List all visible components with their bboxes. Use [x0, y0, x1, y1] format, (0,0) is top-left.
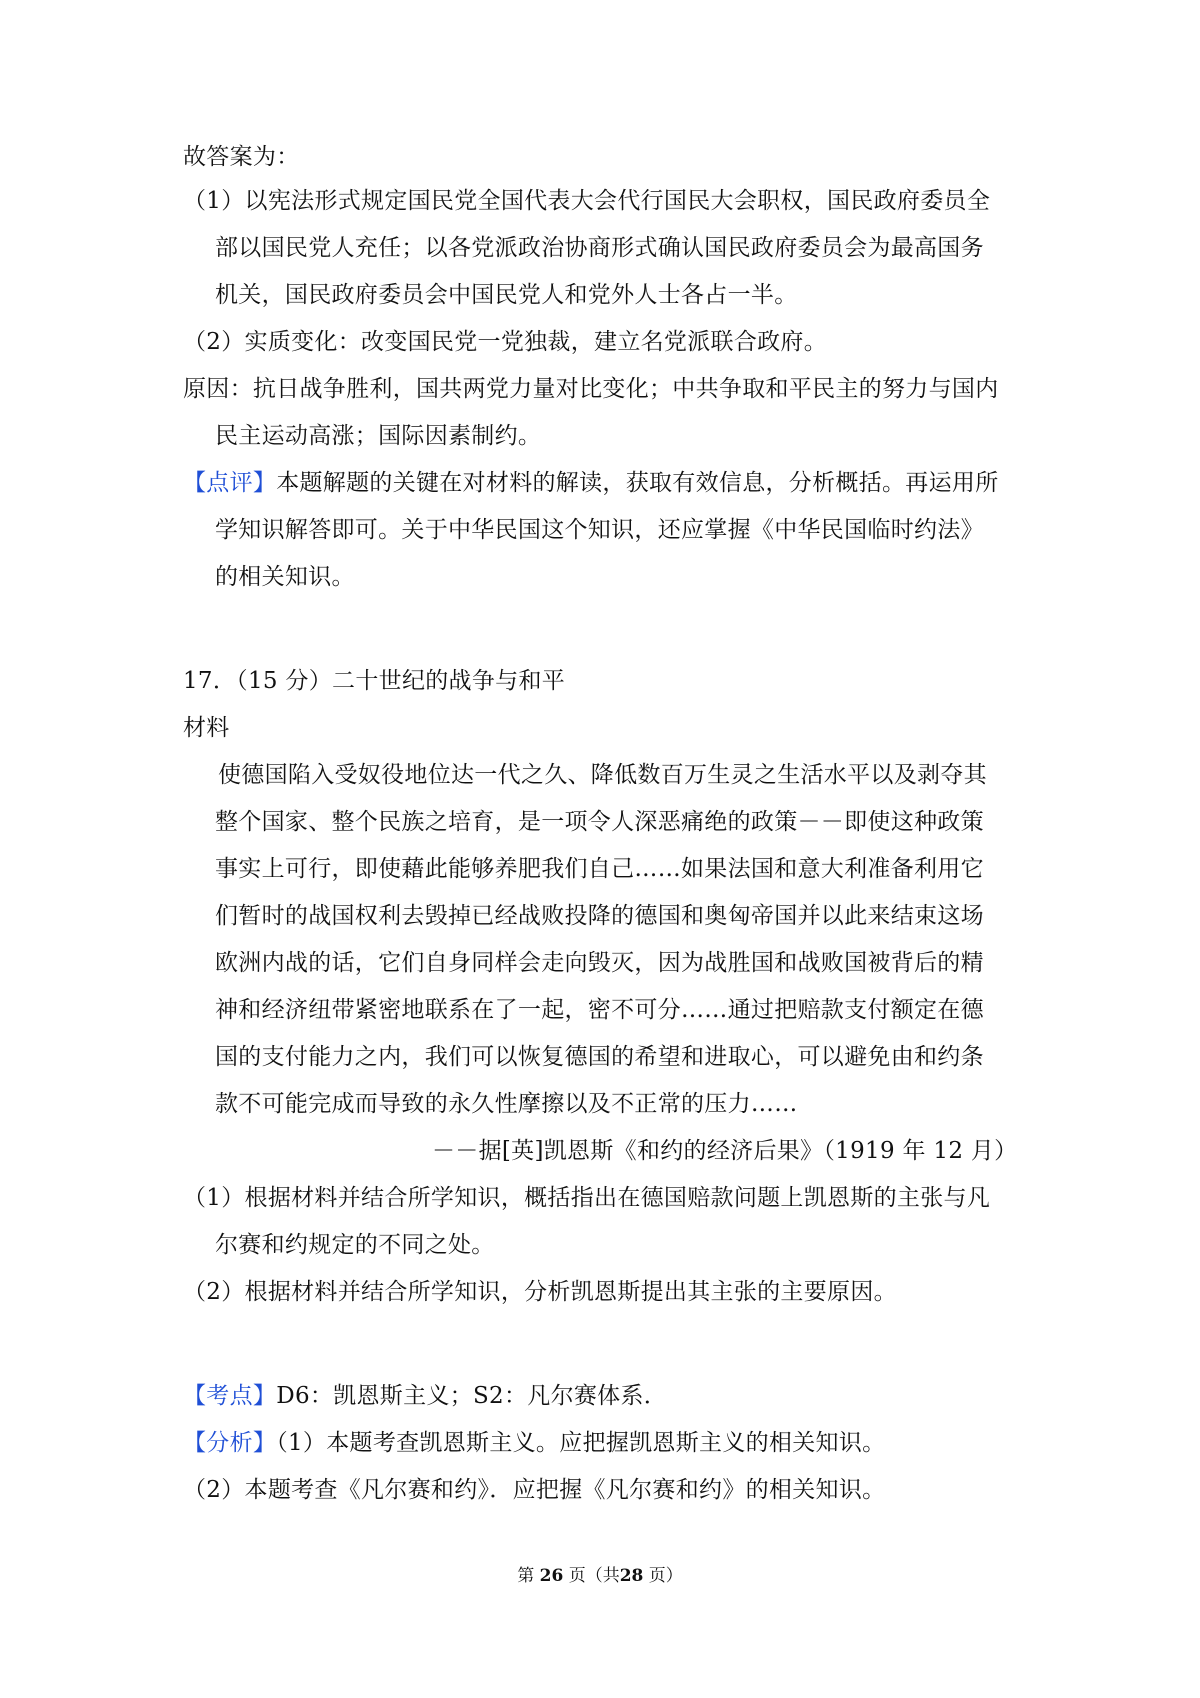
footer-total-pages: 28	[619, 1566, 644, 1586]
answer-q2-line: （2）实质变化：改变国民党一党独裁，建立名党派联合政府。	[183, 329, 828, 355]
material-line-6: 神和经济纽带紧密地联系在了一起，密不可分……通过把赔款支付额定在德	[215, 997, 984, 1023]
answer-reason-line-1: 原因：抗日战争胜利，国共两党力量对比变化；中共争取和平民主的努力与国内	[183, 376, 999, 402]
page-footer	[0, 1565, 1200, 1587]
comment-line-3: 的相关知识。	[215, 564, 355, 590]
footer-suffix: 页）	[648, 1566, 683, 1586]
sub-question-2-line: （2）根据材料并结合所学知识，分析凯恩斯提出其主张的主要原因。	[183, 1279, 897, 1305]
material-source: －－据[英]凯恩斯《和约的经济后果》（1919 年 12 月）	[432, 1138, 1018, 1164]
footer-page-number: 26	[539, 1566, 564, 1586]
material-label: 材料	[183, 715, 230, 741]
material-line-1: 使德国陷入受奴役地位达一代之久、降低数百万生灵之生活水平以及剥夺其	[218, 762, 987, 788]
answer-q1-line-3: 机关，国民政府委员会中国民党人和党外人士各占一半。	[215, 282, 798, 308]
comment-tag: 【点评】	[183, 470, 277, 496]
material-line-2: 整个国家、整个民族之培育，是一项令人深恶痛绝的政策－－即使这种政策	[215, 809, 984, 835]
comment-line-1	[183, 468, 999, 498]
comment-text-1: 本题解题的关键在对材料的解读，获取有效信息，分析概括。再运用所	[276, 470, 999, 496]
fenxi-line	[183, 1428, 885, 1458]
fenxi-tag: 【分析】	[183, 1430, 277, 1456]
comment-line-2: 学知识解答即可。关于中华民国这个知识，还应掌握《中华民国临时约法》	[215, 517, 984, 543]
footer-prefix: 第	[517, 1566, 535, 1586]
sub-question-1-line-1: （1）根据材料并结合所学知识，概括指出在德国赔款问题上凯恩斯的主张与凡	[183, 1185, 991, 1211]
material-line-8: 款不可能完成而导致的永久性摩擦以及不正常的压力……	[215, 1091, 798, 1117]
answer-intro: 故答案为：	[183, 144, 300, 170]
kaodian-line	[183, 1381, 667, 1411]
kaodian-text: D6：凯恩斯主义；S2：凡尔赛体系．	[276, 1383, 668, 1409]
answer-q1-line-2: 部以国民党人充任；以各党派政治协商形式确认国民政府委员会为最高国务	[215, 235, 984, 261]
fenxi-text: （1）本题考查凯恩斯主义。应把握凯恩斯主义的相关知识。	[276, 1430, 886, 1456]
material-line-5: 欧洲内战的话，它们自身同样会走向毁灭，因为战胜国和战败国被背后的精	[215, 950, 984, 976]
kaodian-tag: 【考点】	[183, 1383, 277, 1409]
material-line-4: 们暂时的战国权利去毁掉已经战败投降的德国和奥匈帝国并以此来结束这场	[215, 903, 984, 929]
footer-middle: 页（共	[568, 1566, 620, 1586]
sub-question-1-line-2: 尔赛和约规定的不同之处。	[215, 1232, 495, 1258]
answer-q1-line-1: （1）以宪法形式规定国民党全国代表大会代行国民大会职权，国民政府委员全	[183, 188, 991, 214]
fenxi-line-2: （2）本题考查《凡尔赛和约》．应把握《凡尔赛和约》的相关知识。	[183, 1477, 886, 1503]
q17-heading: 17．（15 分）二十世纪的战争与和平	[183, 668, 566, 694]
answer-reason-line-2: 民主运动高涨；国际因素制约。	[215, 423, 542, 449]
material-line-7: 国的支付能力之内，我们可以恢复德国的希望和进取心，可以避免由和约条	[215, 1044, 984, 1070]
material-line-3: 事实上可行，即使藉此能够养肥我们自己……如果法国和意大利准备利用它	[215, 856, 984, 882]
